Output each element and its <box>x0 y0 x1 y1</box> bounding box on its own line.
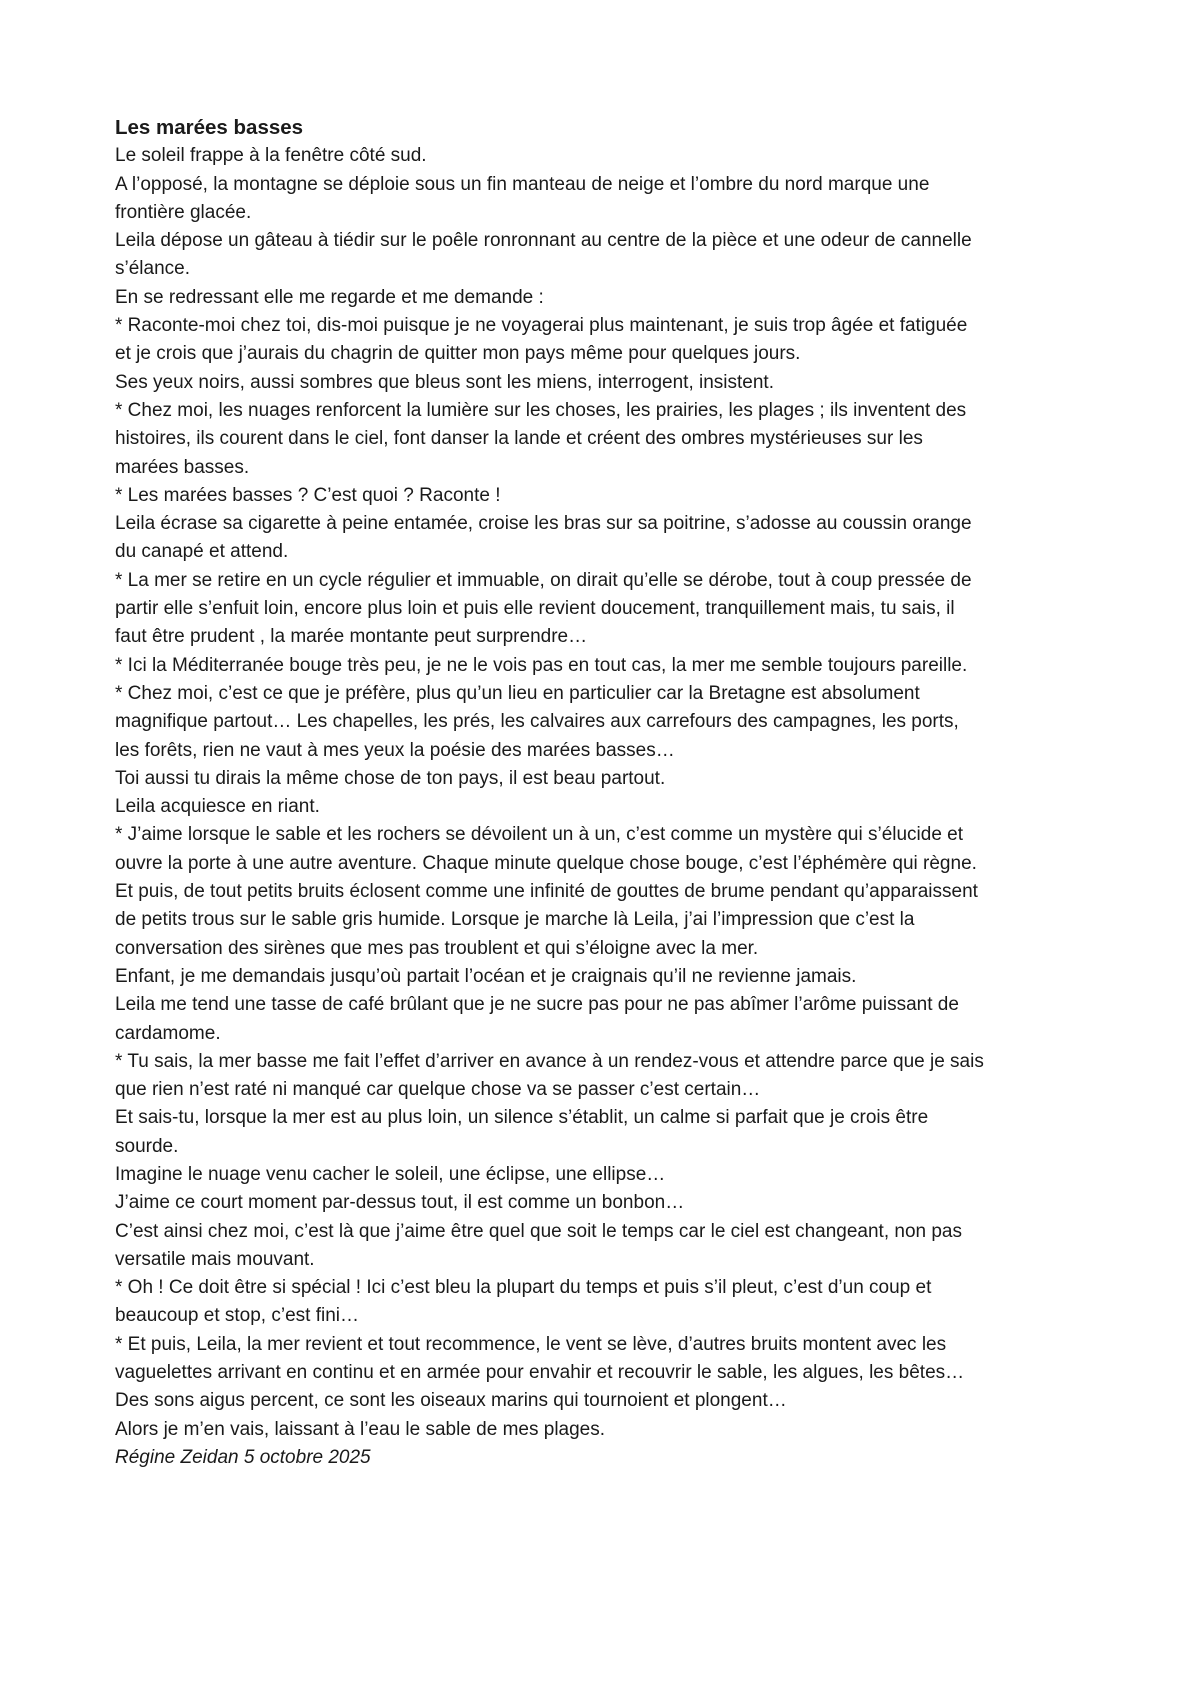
paragraph: Et sais-tu, lorsque la mer est au plus loin, un silence s’établit, un calme si parfait que je crois être sourde. <box>115 1107 929 1157</box>
paragraph: Enfant, je me demandais jusqu’où partait l’océan et je craignais qu’il ne revienne jamais. <box>115 965 857 987</box>
paragraph: * Les marées basses ? C’est quoi ? Raconte ! <box>115 484 501 506</box>
paragraph: J’aime ce court moment par-dessus tout, il est comme un bonbon… <box>115 1192 685 1214</box>
paragraph: Et puis, de tout petits bruits éclosent comme une infinité de gouttes de brume pendant qu’apparaissent de petits trous sur le sable gris humide. Lorsque je marche là Leila, j’ai l’impression que c’est la conversation des sirènes que mes pas troublent et qui s’éloigne avec la mer. <box>115 881 978 959</box>
paragraph: Alors je m’en vais, laissant à l’eau le sable de mes plages. <box>115 1418 606 1440</box>
paragraph: * Chez moi, c’est ce que je préfère, plus qu’un lieu en particulier car la Bretagne est absolument magnifique partout… Les chapelles, les prés, les calvaires aux carrefours des campagnes, les ports, les forêts, rien ne vaut à mes yeux la poésie des marées basses… <box>115 682 959 761</box>
paragraph: Leila dépose un gâteau à tiédir sur le poêle ronronnant au centre de la pièce et une odeur de cannelle s’élance. <box>115 230 972 280</box>
paragraph: Leila me tend une tasse de café brûlant que je ne sucre pas pour ne pas abîmer l’arôme puissant de cardamome. <box>115 994 959 1044</box>
paragraph: Leila écrase sa cigarette à peine entamée, croise les bras sur sa poitrine, s’adosse au coussin orange du canapé et attend. <box>115 513 972 563</box>
paragraph: Ses yeux noirs, aussi sombres que bleus sont les miens, interrogent, insistent. <box>115 371 774 393</box>
paragraph: Des sons aigus percent, ce sont les oiseaux marins qui tournoient et plongent… <box>115 1390 787 1412</box>
paragraph: * Raconte-moi chez toi, dis-moi puisque je ne voyagerai plus maintenant, je suis trop âgée et fatiguée et je crois que j’aurais du chagrin de quitter mon pays même pour quelques jours. <box>115 315 968 365</box>
paragraph: * Chez moi, les nuages renforcent la lumière sur les choses, les prairies, les plages ; ils inventent des histoires, ils courent dans le ciel, font danser la lande et créent des ombres mystérieuses sur les marées basses. <box>115 399 967 478</box>
paragraph: Imagine le nuage venu cacher le soleil, une éclipse, une ellipse… <box>115 1163 666 1185</box>
paragraph: * Tu sais, la mer basse me fait l’effet d’arriver en avance à un rendez-vous et attendre parce que je sais que rien n’est raté ni manqué car quelque chose va se passer c’est certain… <box>115 1050 984 1101</box>
paragraph: * Ici la Méditerranée bouge très peu, je ne le vois pas en tout cas, la mer me semble toujours pareille. <box>115 654 968 676</box>
document-body <box>115 114 985 1472</box>
paragraph: * La mer se retire en un cycle régulier et immuable, on dirait qu’elle se dérobe, tout à coup pressée de partir elle s’enfuit loin, encore plus loin et puis elle revient doucement, tranquillement mais, tu sais, il faut être prudent , la marée montante peut surprendre… <box>115 569 972 648</box>
document-title: Les marées basses <box>115 116 304 139</box>
paragraph: * J’aime lorsque le sable et les rochers se dévoilent un à un, c’est comme un mystère qui s’élucide et ouvre la porte à une autre aventure. Chaque minute quelque chose bouge, c’est l’éphémère qui règne. <box>115 824 977 874</box>
paragraph: A l’opposé, la montagne se déploie sous un fin manteau de neige et l’ombre du nord marque une frontière glacée. <box>115 173 930 223</box>
paragraph: * Oh ! Ce doit être si spécial ! Ici c’est bleu la plupart du temps et puis s’il pleut, c’est d’un coup et beaucoup et stop, c’est fini… <box>115 1277 932 1327</box>
paragraph: En se redressant elle me regarde et me demande : <box>115 286 544 308</box>
paragraph: Toi aussi tu dirais la même chose de ton pays, il est beau partout. <box>115 767 666 789</box>
paragraph: Leila acquiesce en riant. <box>115 796 320 818</box>
author-signature: Régine Zeidan 5 octobre 2025 <box>115 1446 371 1468</box>
paragraph: C’est ainsi chez moi, c’est là que j’aime être quel que soit le temps car le ciel est changeant, non pas versatile mais mouvant. <box>115 1220 963 1270</box>
paragraph: Le soleil frappe à la fenêtre côté sud. <box>115 145 427 167</box>
paragraph: * Et puis, Leila, la mer revient et tout recommence, le vent se lève, d’autres bruits montent avec les vaguelettes arrivant en continu et en armée pour envahir et recouvrir le sable, les algues, les bêtes… <box>115 1333 965 1384</box>
